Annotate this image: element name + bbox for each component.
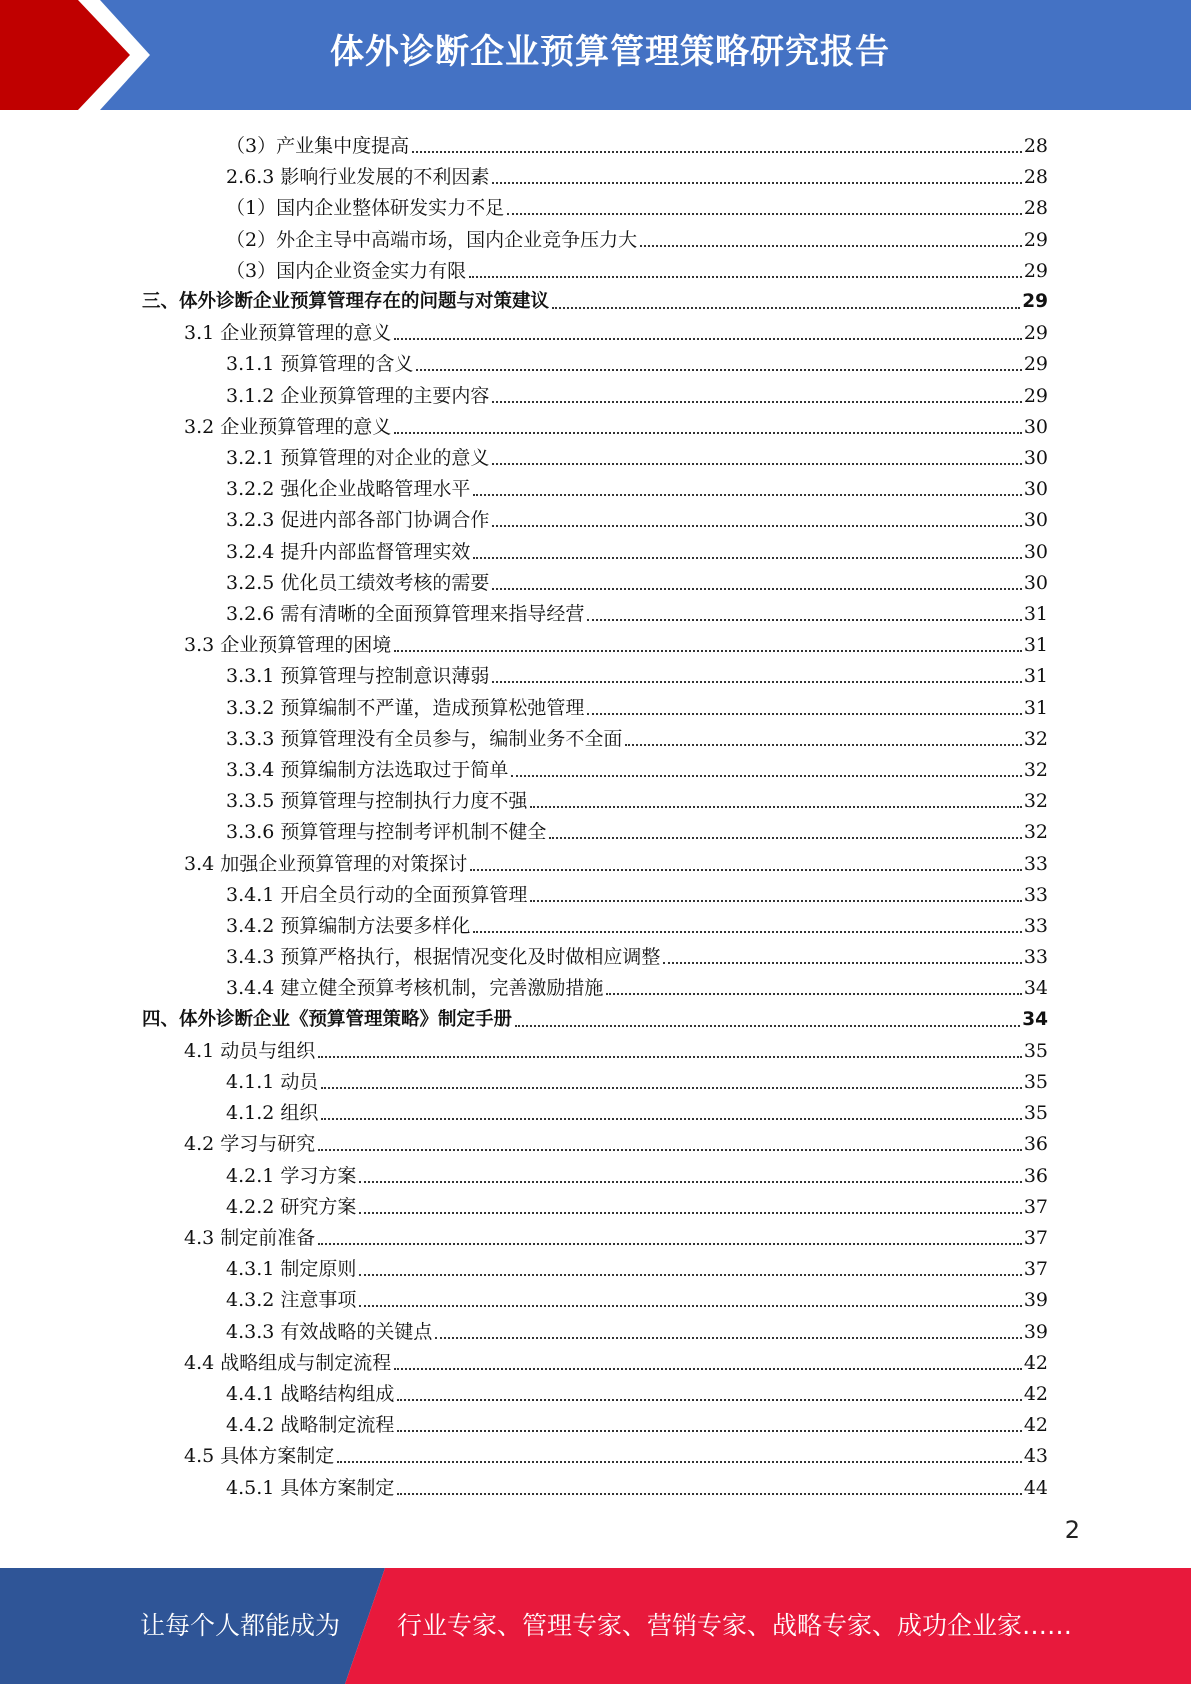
toc-entry-page: 30 [1023,571,1048,594]
toc-entry-title: 4.3.3 有效战略的关键点 [226,1320,433,1343]
document-title: 体外诊断企业预算管理策略研究报告 [330,32,890,72]
toc-dot-leader [359,1181,1021,1183]
toc-entry-title: （3）国内企业资金实力有限 [226,259,467,282]
toc-entry-title: 3.2.4 提升内部监督管理实效 [226,540,471,563]
toc-entry-title: 3.3.4 预算编制方法选取过于简单 [226,759,509,781]
toc-entry-title: 3.2.3 促进内部各部门协调合作 [226,509,490,532]
toc-subsection-entry[interactable] [226,1282,1048,1313]
toc-entry-page: 37 [1023,1258,1048,1281]
toc-dot-leader [511,775,1021,777]
toc-section-entry[interactable] [184,409,1048,440]
toc-dot-leader [530,806,1021,808]
toc-subsection-entry[interactable] [226,970,1048,1001]
toc-subsection-entry[interactable] [226,1376,1048,1407]
toc-entry-page: 36 [1023,1133,1048,1156]
toc-section-entry[interactable] [184,1033,1048,1064]
toc-dot-leader [321,1118,1021,1120]
toc-dot-leader [394,432,1022,434]
toc-entry-page: 33 [1023,915,1048,937]
toc-dot-leader [359,1212,1021,1214]
toc-dot-leader [416,369,1021,371]
toc-entry-page: 29 [1023,384,1048,407]
toc-dot-leader [397,1493,1021,1495]
toc-dot-leader [394,650,1022,652]
toc-entry-title: 4.4.1 战略结构组成 [226,1383,395,1405]
toc-subsection-entry[interactable] [226,471,1048,502]
toc-entry-title: 3.4.3 预算严格执行，根据情况变化及时做相应调整 [226,946,661,969]
toc-dot-leader [394,338,1022,340]
toc-section-entry[interactable] [184,1126,1048,1157]
toc-subsection-entry[interactable] [226,908,1048,939]
toc-dot-leader [492,525,1021,527]
toc-dot-leader [530,900,1021,902]
toc-entry-title: （1）国内企业整体研发实力不足 [226,197,505,220]
toc-entry-title: 3.3.3 预算管理没有全员参与，编制业务不全面 [226,727,623,750]
toc-subsection-entry[interactable] [226,346,1048,377]
toc-entry-page: 33 [1023,852,1048,875]
toc-section-entry[interactable] [184,315,1048,346]
toc-entry-page: 39 [1023,1289,1048,1312]
toc-subsection-entry[interactable] [226,658,1048,689]
toc-dot-leader [397,1430,1021,1432]
toc-dot-leader [515,1025,1020,1027]
toc-entry-page: 37 [1023,1195,1048,1218]
footer-slogan-left: 让每个人都能成为 [140,1611,341,1640]
toc-entry-title: 3.1.1 预算管理的含义 [226,353,414,376]
page-number: 2 [1064,1516,1080,1544]
toc-entry-title: 3.3 企业预算管理的困境 [184,634,392,657]
toc-subsection-entry[interactable] [226,1251,1048,1282]
toc-entry-page: 36 [1023,1164,1048,1187]
page-header [0,0,1191,110]
toc-subsection-entry[interactable] [226,159,1048,190]
toc-subsection-entry[interactable] [226,939,1048,970]
toc-dot-leader [469,276,1022,278]
toc-entry-title: 3.1.2 企业预算管理的主要内容 [226,384,490,407]
toc-dot-leader [492,401,1021,403]
toc-entry-title: 三、体外诊断企业预算管理存在的问题与对策建议 [142,291,550,312]
toc-subsection-entry[interactable] [226,596,1048,627]
toc-entry-page: 35 [1023,1039,1048,1062]
toc-dot-leader [397,1399,1021,1401]
toc-entry-page: 28 [1023,135,1048,157]
toc-entry-page: 33 [1023,883,1048,906]
toc-entry-page: 32 [1023,821,1048,844]
toc-dot-leader [492,588,1021,590]
toc-subsection-entry[interactable] [226,1470,1048,1501]
toc-entry-page: 42 [1023,1414,1048,1437]
toc-entry-title: 3.2.1 预算管理的对企业的意义 [226,447,490,469]
toc-entry-page: 29 [1023,353,1048,376]
toc-subsection-entry[interactable] [226,1158,1048,1189]
toc-entry-page: 35 [1023,1071,1048,1093]
footer-slogan-right: 行业专家、管理专家、营销专家、战略专家、成功企业家…… [397,1611,1073,1640]
toc-entry-page: 28 [1023,197,1048,220]
toc-entry-page: 32 [1023,790,1048,813]
toc-entry-page: 30 [1023,447,1048,469]
toc-subsection-entry[interactable] [226,814,1048,845]
toc-entry-title: 3.2 企业预算管理的意义 [184,415,392,438]
toc-subsection-entry[interactable] [226,877,1048,908]
toc-dot-leader [492,182,1021,184]
toc-subsection-entry[interactable] [226,565,1048,596]
toc-entry-page: 30 [1023,509,1048,532]
toc-entry-title: 3.4.1 开启全员行动的全面预算管理 [226,883,528,906]
toc-entry-title: 4.1.2 组织 [226,1102,319,1125]
toc-entry-page: 39 [1023,1320,1048,1343]
toc-dot-leader [606,993,1021,995]
toc-dot-leader [318,1243,1022,1245]
toc-entry-title: 4.5.1 具体方案制定 [226,1476,395,1499]
toc-subsection-entry[interactable] [226,128,1048,159]
toc-dot-leader [663,962,1021,964]
toc-entry-title: 4.1.1 动员 [226,1071,319,1093]
toc-entry-page: 42 [1023,1383,1048,1405]
toc-entry-title: （3）产业集中度提高 [226,135,410,157]
toc-dot-leader [587,713,1021,715]
toc-entry-page: 43 [1023,1445,1048,1468]
toc-entry-title: 3.2.2 强化企业战略管理水平 [226,478,471,501]
toc-dot-leader [473,931,1021,933]
toc-entry-title: 3.1 企业预算管理的意义 [184,322,392,345]
toc-subsection-entry[interactable] [226,1314,1048,1345]
toc-subsection-entry[interactable] [226,534,1048,565]
toc-entry-title: 4.3.1 制定原则 [226,1258,357,1281]
toc-entry-title: 3.2.5 优化员工绩效考核的需要 [226,571,490,594]
toc-section-entry[interactable] [184,1438,1048,1469]
toc-entry-page: 35 [1023,1102,1048,1125]
toc-dot-leader [359,1305,1021,1307]
toc-dot-leader [337,1461,1022,1463]
toc-dot-leader [359,1274,1021,1276]
toc-subsection-entry[interactable] [226,1189,1048,1220]
toc-entry-page: 34 [1022,1008,1048,1030]
toc-dot-leader [318,1149,1022,1151]
toc-entry-title: （2）外企主导中高端市场，国内企业竞争压力大 [226,228,638,251]
toc-dot-leader [435,1337,1021,1339]
toc-entry-title: 4.5 具体方案制定 [184,1445,335,1468]
toc-dot-leader [640,245,1022,247]
toc-dot-leader [473,557,1021,559]
toc-subsection-entry[interactable] [226,721,1048,752]
toc-entry-page: 44 [1023,1476,1048,1499]
toc-entry-page: 32 [1023,727,1048,750]
toc-entry-page: 34 [1023,977,1048,1000]
toc-entry-page: 42 [1023,1351,1048,1374]
toc-subsection-entry[interactable] [226,752,1048,783]
toc-subsection-entry[interactable] [226,1407,1048,1438]
toc-entry-title: 3.3.6 预算管理与控制考评机制不健全 [226,821,547,844]
toc-entry-title: 3.3.2 预算编制不严谨，造成预算松弛管理 [226,696,585,719]
page-footer [0,1568,1191,1684]
toc-section-entry[interactable] [184,1220,1048,1251]
toc-subsection-entry[interactable] [226,783,1048,814]
toc-chapter-entry[interactable] [142,284,1048,315]
toc-entry-title: 3.4.4 建立健全预算考核机制，完善激励措施 [226,977,604,1000]
toc-subsection-entry[interactable] [226,1095,1048,1126]
toc-subsection-entry[interactable] [226,378,1048,409]
toc-dot-leader [549,837,1021,839]
toc-entry-page: 33 [1023,946,1048,969]
toc-dot-leader [394,1368,1022,1370]
toc-dot-leader [552,307,1020,309]
toc-entry-title: 4.4 战略组成与制定流程 [184,1351,392,1374]
toc-entry-title: 4.1 动员与组织 [184,1039,316,1062]
toc-entry-title: 3.3.5 预算管理与控制执行力度不强 [226,790,528,813]
toc-entry-page: 32 [1023,759,1048,781]
toc-entry-title: 4.3.2 注意事项 [226,1289,357,1312]
toc-entry-title: 3.3.1 预算管理与控制意识薄弱 [226,665,490,688]
toc-dot-leader [507,213,1022,215]
toc-subsection-entry[interactable] [226,253,1048,284]
toc-entry-title: 3.2.6 需有清晰的全面预算管理来指导经营 [226,603,585,625]
toc-entry-title: 3.4.2 预算编制方法要多样化 [226,915,471,937]
toc-dot-leader [492,681,1021,683]
toc-entry-title: 4.3 制定前准备 [184,1227,316,1249]
toc-subsection-entry[interactable] [226,440,1048,471]
toc-entry-page: 29 [1023,228,1048,251]
toc-entry-page: 28 [1023,166,1048,189]
toc-entry-title: 4.2 学习与研究 [184,1133,316,1156]
toc-section-entry[interactable] [184,1345,1048,1376]
toc-chapter-entry[interactable] [142,1002,1048,1033]
toc-entry-page: 30 [1023,540,1048,563]
toc-entry-title: 3.4 加强企业预算管理的对策探讨 [184,852,468,875]
toc-entry-page: 37 [1023,1227,1048,1249]
toc-dot-leader [492,463,1021,465]
toc-entry-page: 29 [1022,291,1048,312]
toc-dot-leader [473,494,1021,496]
toc-dot-leader [321,1087,1021,1089]
toc-subsection-entry[interactable] [226,502,1048,533]
toc-entry-page: 30 [1023,415,1048,438]
toc-dot-leader [412,151,1022,153]
toc-entry-page: 29 [1023,259,1048,282]
toc-entry-title: 4.4.2 战略制定流程 [226,1414,395,1437]
toc-subsection-entry[interactable] [226,222,1048,253]
toc-dot-leader [625,744,1021,746]
toc-entry-page: 31 [1023,665,1048,688]
toc-entry-page: 31 [1023,696,1048,719]
toc-section-entry[interactable] [184,627,1048,658]
toc-entry-page: 29 [1023,322,1048,345]
toc-dot-leader [318,1056,1022,1058]
toc-subsection-entry[interactable] [226,190,1048,221]
toc-dot-leader [587,619,1021,621]
toc-entry-title: 4.2.2 研究方案 [226,1195,357,1218]
toc-entry-page: 30 [1023,478,1048,501]
toc-subsection-entry[interactable] [226,690,1048,721]
toc-section-entry[interactable] [184,846,1048,877]
toc-dot-leader [470,869,1022,871]
toc-entry-title: 4.2.1 学习方案 [226,1164,357,1187]
toc-entry-title: 2.6.3 影响行业发展的不利因素 [226,166,490,189]
toc-entry-title: 四、体外诊断企业《预算管理策略》制定手册 [142,1008,513,1030]
toc-subsection-entry[interactable] [226,1064,1048,1095]
toc-entry-page: 31 [1023,603,1048,625]
toc-entry-page: 31 [1023,634,1048,657]
